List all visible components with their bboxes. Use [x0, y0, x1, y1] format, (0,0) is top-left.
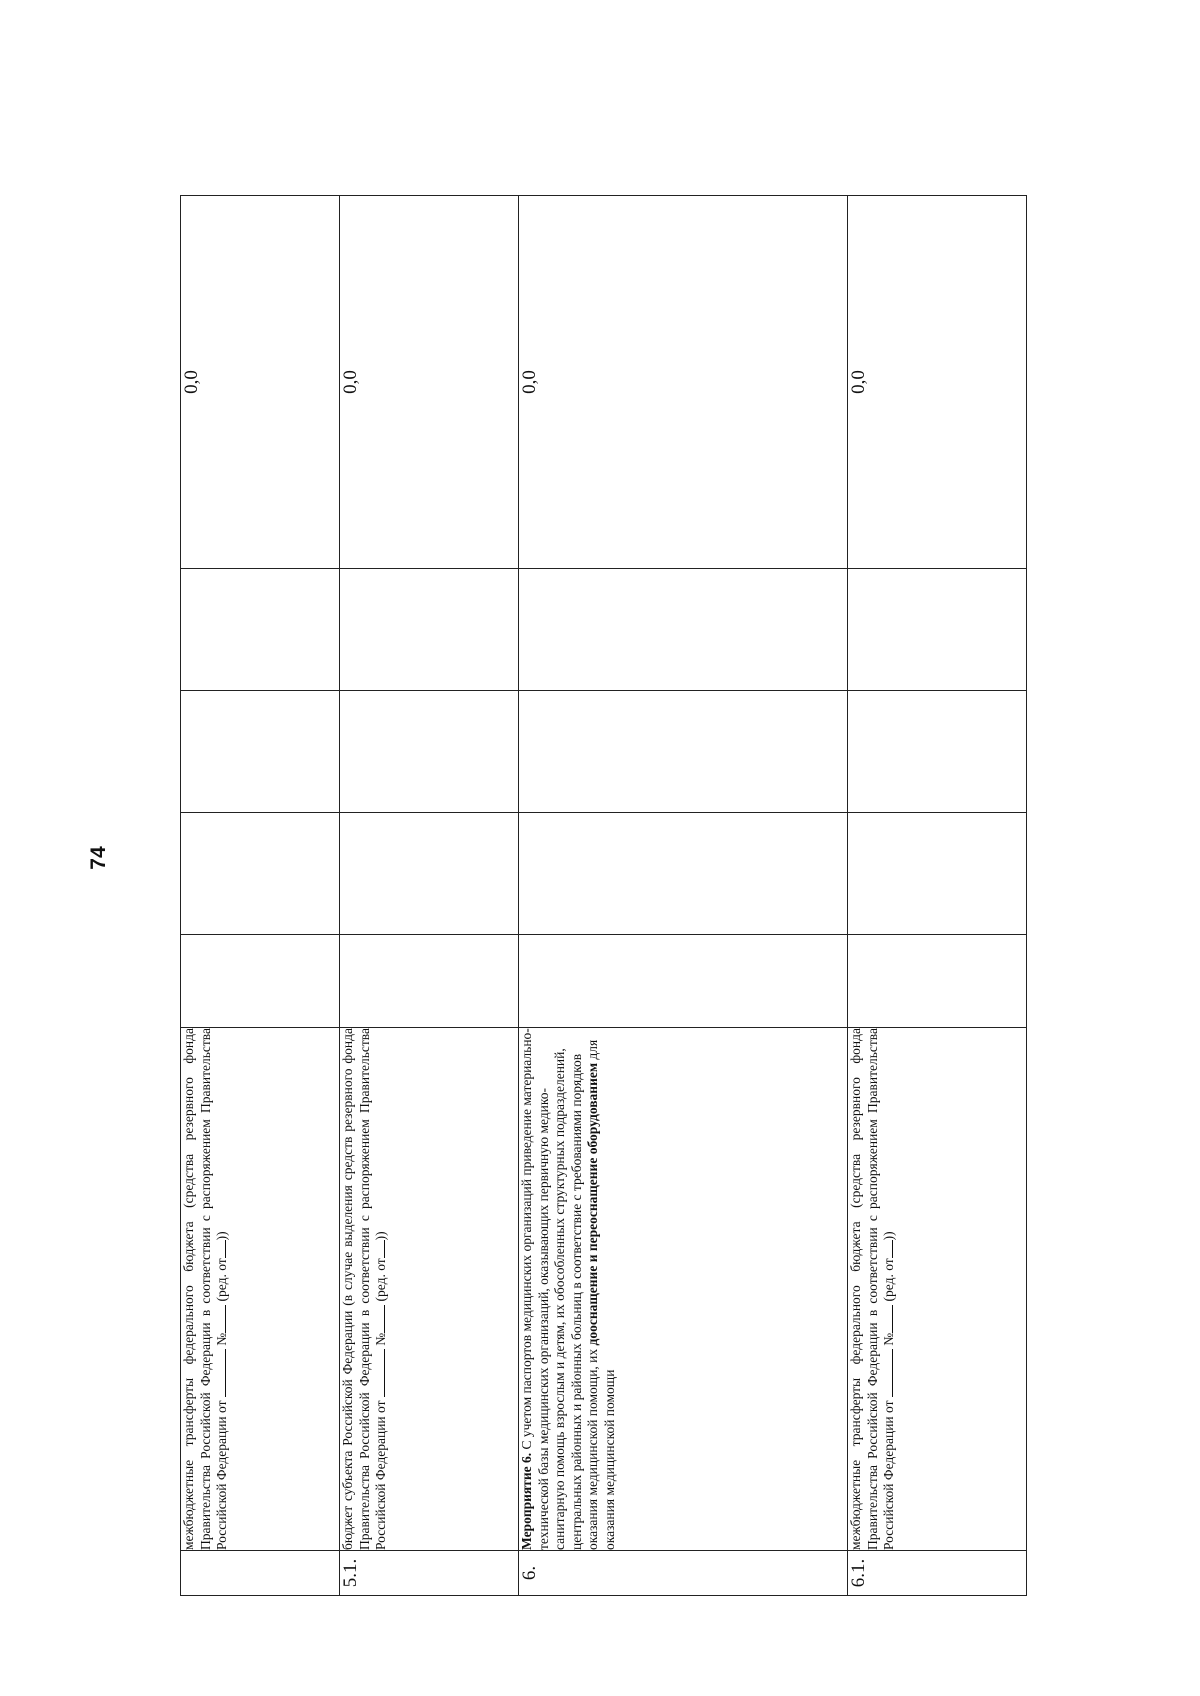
empty-cell [181, 813, 340, 935]
row-value: 0,0 [340, 196, 519, 569]
table-row [181, 196, 340, 1596]
financing-table [180, 195, 1027, 1596]
row-description: межбюджетные трансферты федерального бюджета (средства резервного фонда Правительства Российской Федерации в соответствии с распоряжением Правительства Российской Федерации от № (ред. от)) [848, 1028, 1027, 1551]
row-description: Мероприятие 6. С учетом паспортов медицинских организаций приведение материально-технической базы медицинских организаций, оказывающих первичную медико-санитарную помощь взрослым и детям, их обособленных структурных подразделений, центральных районных и районных больниц в соответствие с требованиями порядков оказания медицинской помощи, их дооснащение и переоснащение оборудованием для оказания медицинской помощи [519, 1028, 848, 1551]
measure-title: Мероприятие 6. [519, 1452, 534, 1550]
empty-cell [848, 935, 1027, 1028]
empty-cell [181, 569, 340, 691]
page-number: 74 [87, 846, 110, 870]
empty-cell [340, 691, 519, 813]
empty-cell [519, 813, 848, 935]
row-number: 6. [519, 1551, 848, 1596]
empty-cell [340, 569, 519, 691]
row-value: 0,0 [181, 196, 340, 569]
row-number [181, 1551, 340, 1596]
empty-cell [519, 935, 848, 1028]
table-row [519, 196, 848, 1596]
row-description: бюджет субъекта Российской Федерации (в случае выделения средств резервного фонда Правительства Российской Федерации в соответствии с распоряжением Правительства Российской Федерации от № (ред. от)) [340, 1028, 519, 1551]
row-number: 5.1. [340, 1551, 519, 1596]
empty-cell [340, 935, 519, 1028]
rotated-table-wrapper [180, 196, 1080, 1596]
empty-cell [340, 813, 519, 935]
table-row [848, 196, 1027, 1596]
row-number: 6.1. [848, 1551, 1027, 1596]
row-description: межбюджетные трансферты федерального бюджета (средства резервного фонда Правительства Российской Федерации в соответствии с распоряжением Правительства Российской Федерации от № (ред. от)) [181, 1028, 340, 1551]
empty-cell [519, 569, 848, 691]
empty-cell [181, 935, 340, 1028]
row-value: 0,0 [848, 196, 1027, 569]
empty-cell [181, 691, 340, 813]
empty-cell [519, 691, 848, 813]
empty-cell [848, 569, 1027, 691]
table-row [340, 196, 519, 1596]
measure-emphasis: дооснащение и переоснащение оборудованием [585, 1062, 600, 1346]
empty-cell [848, 691, 1027, 813]
row-value: 0,0 [519, 196, 848, 569]
empty-cell [848, 813, 1027, 935]
